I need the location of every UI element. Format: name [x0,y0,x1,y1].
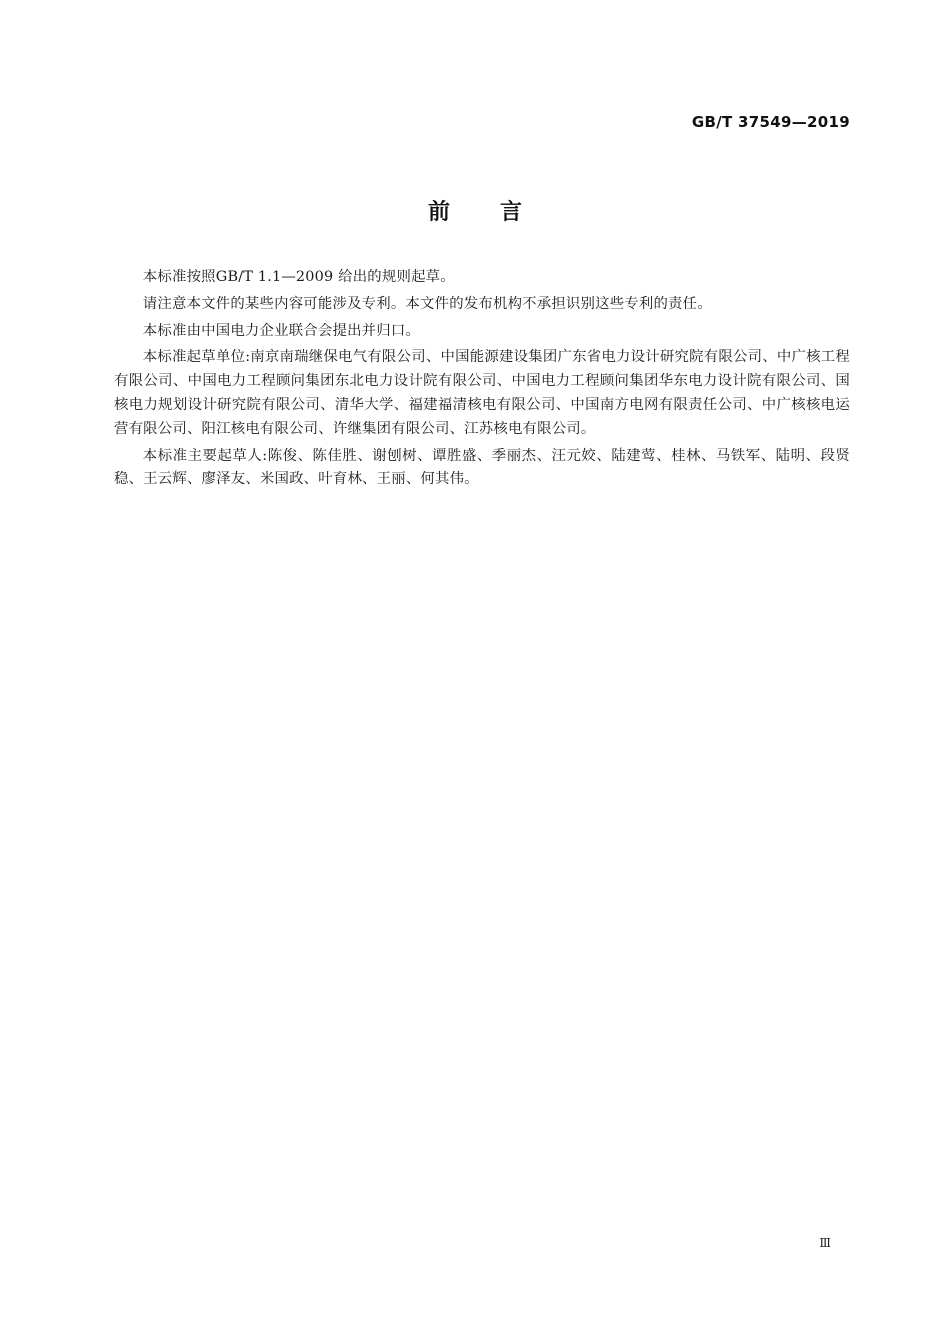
foreword-body [114,266,850,495]
page-number: Ⅲ [819,1236,831,1250]
standard-code: GB/T 37549—2019 [691,113,850,131]
paragraph-drafting-rules: 本标准按照GB/T 1.1—2009 给出的规则起草。 [142,269,455,285]
page-title: 前言 [427,200,572,225]
paragraph-drafting-units: 本标准起草单位:南京南瑞继保电气有限公司、中国能源建设集团广东省电力设计研究院有限公司、中广核工程有限公司、中国电力工程顾问集团东北电力设计院有限公司、中国电力工程顾问集团华东电力设计院有限公司、国核电力规划设计研究院有限公司、清华大学、福建福清核电有限公司、中国南方电网有限责任公司、中广核核电运营有限公司、阳江核电有限公司、许继集团有限公司、江苏核电有限公司。 [114,349,850,437]
paragraph-proposer: 本标准由中国电力企业联合会提出并归口。 [142,322,421,339]
paragraph-patent-notice: 请注意本文件的某些内容可能涉及专利。本文件的发布机构不承担识别这些专利的责任。 [142,295,712,312]
paragraph-drafters: 本标准主要起草人:陈俊、陈佳胜、谢刨树、谭胜盛、季丽杰、汪元姣、陆建莺、桂林、马铁军、陆明、段贤稳、王云辉、廖泽友、米国政、叶育林、王丽、何其伟。 [114,447,850,488]
